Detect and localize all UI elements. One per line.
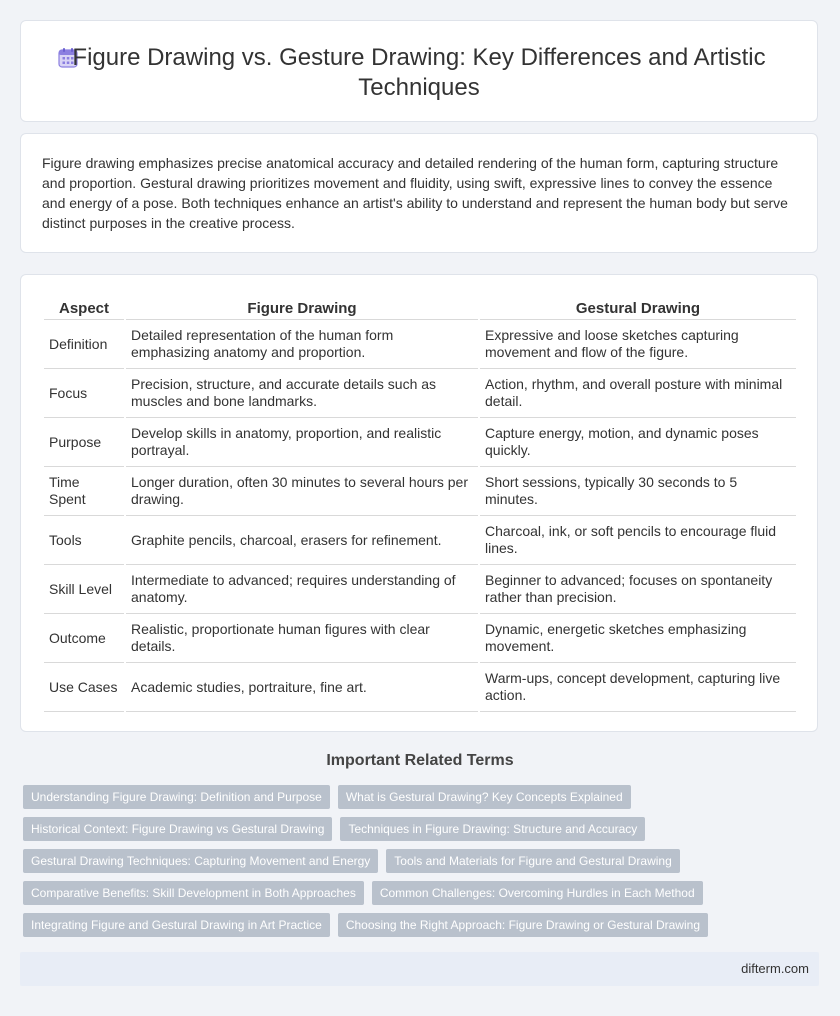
row-gestural-cell: Capture energy, motion, and dynamic poses quickly.	[480, 418, 796, 467]
related-term-link[interactable]: Techniques in Figure Drawing: Structure and Accuracy	[340, 817, 645, 841]
row-figure-cell: Intermediate to advanced; requires understanding of anatomy.	[126, 565, 478, 614]
row-figure-cell: Academic studies, portraiture, fine art.	[126, 663, 478, 712]
related-terms-heading: Important Related Terms	[326, 752, 514, 769]
row-gestural-cell: Charcoal, ink, or soft pencils to encourage fluid lines.	[480, 516, 796, 565]
row-aspect: Skill Level	[44, 565, 124, 614]
intro-card	[20, 133, 818, 253]
table-row	[44, 320, 796, 369]
row-figure-cell: Longer duration, often 30 minutes to several hours per drawing.	[126, 467, 478, 516]
row-gestural-cell: Beginner to advanced; focuses on spontaneity rather than precision.	[480, 565, 796, 614]
related-term-link[interactable]: What is Gestural Drawing? Key Concepts Explained	[338, 785, 631, 809]
related-term-link[interactable]: Integrating Figure and Gestural Drawing in Art Practice	[23, 913, 330, 937]
row-gestural-cell: Expressive and loose sketches capturing movement and flow of the figure.	[480, 320, 796, 369]
comparison-table	[42, 295, 798, 712]
related-term-link[interactable]: Comparative Benefits: Skill Development in Both Approaches	[23, 881, 364, 905]
page-title: Figure Drawing vs. Gesture Drawing: Key Differences and Artistic Techniques	[72, 44, 766, 101]
row-aspect: Outcome	[44, 614, 124, 663]
table-header-row	[44, 295, 796, 320]
row-gestural-cell: Warm-ups, concept development, capturing live action.	[480, 663, 796, 712]
comparison-card	[20, 274, 818, 732]
row-figure-cell: Detailed representation of the human form emphasizing anatomy and proportion.	[126, 320, 478, 369]
table-row	[44, 565, 796, 614]
row-aspect: Definition	[44, 320, 124, 369]
related-term-link[interactable]: Common Challenges: Overcoming Hurdles in Each Method	[372, 881, 703, 905]
related-term-link[interactable]: Gestural Drawing Techniques: Capturing Movement and Energy	[23, 849, 378, 873]
row-figure-cell: Realistic, proportionate human figures with clear details.	[126, 614, 478, 663]
row-figure-cell: Precision, structure, and accurate details such as muscles and bone landmarks.	[126, 369, 478, 418]
title-card	[20, 20, 818, 122]
related-terms-list	[23, 785, 723, 945]
table-row	[44, 663, 796, 712]
related-term-link[interactable]: Tools and Materials for Figure and Gestural Drawing	[386, 849, 679, 873]
row-figure-cell: Graphite pencils, charcoal, erasers for refinement.	[126, 516, 478, 565]
related-term-link[interactable]: Historical Context: Figure Drawing vs Gestural Drawing	[23, 817, 332, 841]
row-aspect: Purpose	[44, 418, 124, 467]
column-header-aspect: Aspect	[44, 295, 124, 320]
column-header-figure-drawing: Figure Drawing	[126, 295, 478, 320]
table-row	[44, 516, 796, 565]
related-term-link[interactable]: Understanding Figure Drawing: Definition and Purpose	[23, 785, 330, 809]
table-row	[44, 369, 796, 418]
row-aspect: Use Cases	[44, 663, 124, 712]
row-aspect: Time Spent	[44, 467, 124, 516]
table-row	[44, 467, 796, 516]
related-term-link[interactable]: Choosing the Right Approach: Figure Drawing or Gestural Drawing	[338, 913, 708, 937]
intro-paragraph: Figure drawing emphasizes precise anatomical accuracy and detailed rendering of the human form, capturing structure and proportion. Gestural drawing prioritizes movement and fluidity, using swift, expressive lines to convey the essence and energy of a pose. Both techniques enhance an artist's ability to understand and represent the human body but serve distinct purposes in the creative process.	[42, 155, 788, 231]
row-aspect: Tools	[44, 516, 124, 565]
column-header-gestural-drawing: Gestural Drawing	[480, 295, 796, 320]
row-gestural-cell: Action, rhythm, and overall posture with minimal detail.	[480, 369, 796, 418]
row-aspect: Focus	[44, 369, 124, 418]
table-row	[44, 614, 796, 663]
table-row	[44, 418, 796, 467]
row-gestural-cell: Dynamic, energetic sketches emphasizing movement.	[480, 614, 796, 663]
row-figure-cell: Develop skills in anatomy, proportion, and realistic portrayal.	[126, 418, 478, 467]
site-name[interactable]: difterm.com	[741, 961, 809, 976]
footer-bar	[20, 952, 819, 986]
row-gestural-cell: Short sessions, typically 30 seconds to 5 minutes.	[480, 467, 796, 516]
